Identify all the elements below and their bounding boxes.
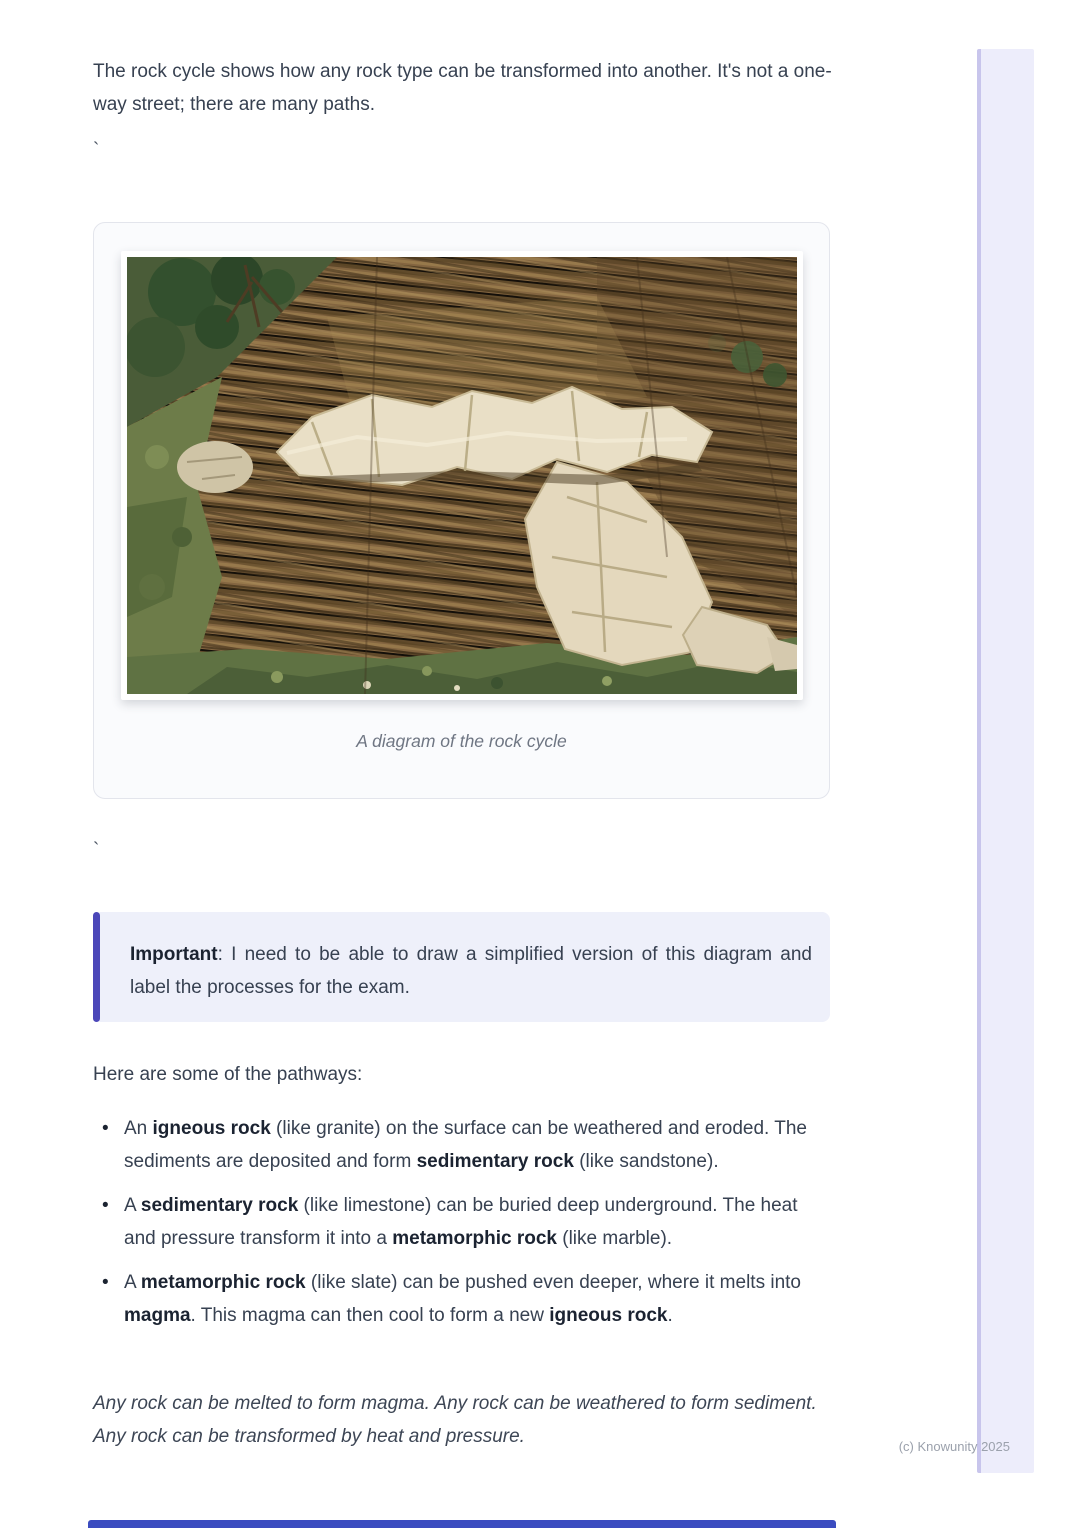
knowunity-watermark: (c) Knowunity 2025 [898, 1439, 1010, 1454]
bullet-text: (like sandstone). [573, 1151, 719, 1172]
important-callout [93, 912, 830, 1022]
list-item [93, 1112, 830, 1178]
callout-text: : I need to be able to draw a simplified version of this diagram and label the processes for the exam. [130, 944, 812, 998]
bullet-text: An [124, 1118, 153, 1139]
figure-caption: A diagram of the rock cycle [356, 731, 567, 751]
bullet-text-bold: igneous rock [152, 1118, 271, 1139]
bullet-text: (like slate) can be pushed even deeper, where it melts into [305, 1272, 801, 1293]
list-item [93, 1189, 830, 1255]
bullet-text-bold: metamorphic rock [140, 1272, 306, 1293]
callout-label: Important [130, 944, 218, 965]
bullet-text-bold: metamorphic rock [392, 1228, 557, 1249]
stray-backtick: ` [93, 840, 100, 861]
stray-backtick: ` [93, 140, 100, 161]
list-item [93, 1266, 830, 1332]
bullet-text: . [667, 1305, 673, 1326]
bullet-text: (like limestone) can be buried deep underground. The heat and pressure transform it into a [124, 1195, 798, 1249]
bullet-text: . This magma can then cool to form a new [190, 1305, 550, 1326]
bullet-text-bold: magma [124, 1305, 191, 1326]
bullet-text: (like marble). [556, 1228, 673, 1249]
bullet-text: A [124, 1195, 141, 1216]
bullet-text-bold: sedimentary rock [140, 1195, 299, 1216]
closing-note: Any rock can be melted to form magma. Any rock can be weathered to form sediment. Any rock can be transformed by heat and pressure. [93, 1393, 817, 1447]
intro-paragraph: The rock cycle shows how any rock type can be transformed into another. It's not a one-way street; there are many paths. [93, 61, 832, 115]
photo-frame [121, 251, 803, 700]
bullet-text-bold: sedimentary rock [416, 1151, 574, 1172]
pathways-list [93, 1112, 830, 1332]
bullet-text: (like granite) on the surface can be weathered and eroded. The sediments are deposited and form [124, 1118, 807, 1172]
cut-off-next-section-bar [88, 1520, 836, 1528]
figure-card [93, 222, 830, 799]
bullet-text-bold: igneous rock [549, 1305, 668, 1326]
bullet-text: A [124, 1272, 141, 1293]
rock-outcrop-photo [127, 257, 797, 694]
pathways-heading: Here are some of the pathways: [93, 1064, 363, 1085]
right-decorative-strip [977, 49, 1034, 1473]
